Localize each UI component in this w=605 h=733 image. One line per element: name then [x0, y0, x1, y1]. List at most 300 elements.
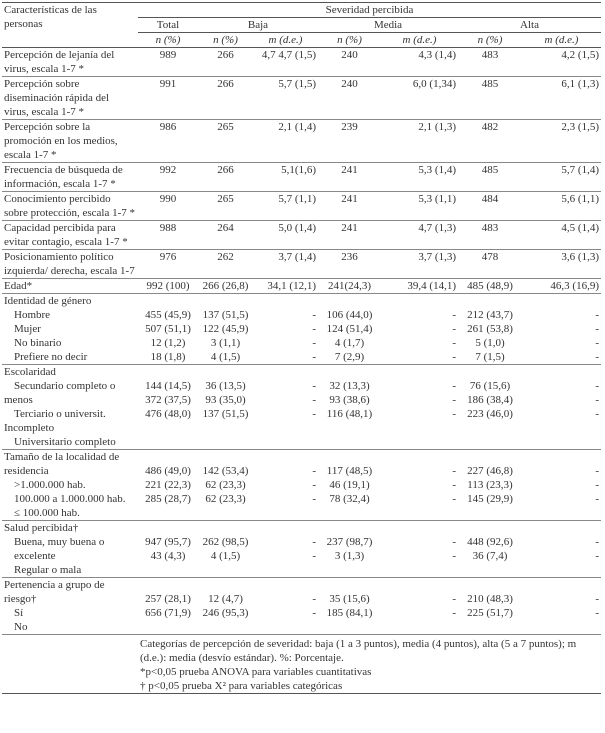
cell-alta-n: 210 (48,3) — [467, 593, 513, 605]
cell-media-n: 241 — [318, 163, 381, 192]
row-label: No — [14, 621, 28, 633]
cell-alta-n: 113 (23,3) — [467, 479, 513, 491]
footnote-2: *p<0,05 prueba ANOVA para variables cuantitativas — [140, 666, 372, 678]
cell-baja-m — [253, 421, 318, 435]
cell-alta-m: 6,1 (1,3) — [522, 77, 601, 120]
cell-baja-m: - — [312, 380, 316, 392]
row-label: Identidad de género — [2, 294, 138, 309]
table-row — [2, 521, 601, 536]
cell-total: 285 (28,7) — [145, 493, 191, 505]
cell-alta-n — [458, 421, 522, 435]
cell-media-m: - — [452, 380, 456, 392]
table-row — [2, 563, 601, 578]
cell-media-n: 7 (2,9) — [334, 351, 365, 363]
table-row — [2, 279, 601, 294]
footnote-spacer — [2, 665, 138, 679]
cell-total: 992 (100) — [138, 279, 198, 294]
cell-alta-m: - — [595, 607, 599, 619]
cell-baja-n: 62 (23,3) — [205, 493, 246, 505]
row-label: Universitario completo — [14, 436, 116, 448]
cell-baja-m — [253, 435, 318, 450]
cell-alta-m: - — [595, 593, 599, 605]
row-label: No binario — [14, 337, 62, 349]
row-label: residencia — [4, 465, 49, 477]
cell-media-m: - — [452, 607, 456, 619]
cell-media-n: 241(24,3) — [318, 279, 381, 294]
cell-alta-m: 5,6 (1,1) — [522, 192, 601, 221]
table-row — [2, 120, 601, 163]
cell-baja-n: 3 (1,1) — [210, 337, 241, 349]
cell-baja-n: 4 (1,5) — [210, 351, 241, 363]
cell-alta-n: 225 (51,7) — [467, 607, 513, 619]
footnote-spacer — [2, 679, 138, 694]
cell-media-n: 106 (44,0) — [326, 309, 373, 321]
cell-media-m: - — [452, 536, 456, 548]
subhead-n: n (%) — [318, 33, 381, 48]
row-label: Percepción sobre diseminación rápida del virus, escala 1-7 * — [2, 77, 138, 120]
cell-alta-m: 46,3 (16,9) — [522, 279, 601, 294]
cell-baja-m — [253, 620, 318, 635]
table-row — [2, 192, 601, 221]
corner-header: Características de las personas — [2, 3, 138, 33]
table-row — [2, 308, 601, 322]
cell-media-m: - — [452, 323, 456, 335]
cell-baja-n — [198, 578, 253, 593]
cell-media-n: 124 (51,4) — [326, 323, 373, 335]
cell-media-m — [381, 450, 458, 465]
cell-alta-m: 5,7 (1,4) — [522, 163, 601, 192]
cell-media-n: 241 — [318, 221, 381, 250]
table-row — [2, 77, 601, 120]
row-label: Sí — [14, 607, 24, 619]
cell-total: 372 (37,5) — [145, 394, 191, 406]
cell-alta-n: 76 (15,6) — [469, 380, 511, 392]
cell-media-m: 4,7 (1,3) — [381, 221, 458, 250]
cell-media-m: - — [452, 550, 456, 562]
cell-alta-n — [458, 506, 522, 521]
cell-media-m: 5,3 (1,4) — [381, 163, 458, 192]
cell-alta-n: 483 — [458, 48, 522, 77]
cell-media-m: 5,3 (1,1) — [381, 192, 458, 221]
table-row — [2, 350, 601, 365]
table-row — [2, 336, 601, 350]
subhead-n: n (%) — [458, 33, 522, 48]
cell-baja-n — [198, 506, 253, 521]
cell-alta-m: - — [595, 536, 599, 548]
cell-total — [138, 620, 198, 635]
cell-total: 992 — [138, 163, 198, 192]
row-label: Pertenencia a grupo de — [2, 578, 138, 593]
table-row — [2, 592, 601, 606]
row-label: Incompleto — [4, 422, 55, 434]
cell-media-m: 3,7 (1,3) — [381, 250, 458, 279]
cell-baja-m: 3,7 (1,4) — [253, 250, 318, 279]
cell-total: 976 — [138, 250, 198, 279]
cell-alta-n — [458, 365, 522, 380]
cell-media-m — [381, 521, 458, 536]
cell-total: 507 (51,1) — [145, 323, 191, 335]
cell-baja-m: - — [312, 337, 316, 349]
cell-total: 486 (49,0) — [145, 465, 191, 477]
cell-media-m: 4,3 (1,4) — [381, 48, 458, 77]
cell-alta-n: 485 — [458, 163, 522, 192]
cell-media-m — [381, 365, 458, 380]
cell-alta-n — [458, 450, 522, 465]
cell-baja-n: 265 — [198, 192, 253, 221]
cell-alta-n — [458, 578, 522, 593]
cell-alta-n: 227 (46,8) — [467, 465, 513, 477]
table-row — [2, 407, 601, 421]
cell-media-n: 46 (19,1) — [329, 479, 370, 491]
footnote-3: † p<0,05 prueba X² para variables categóricas — [138, 679, 601, 694]
table-row — [2, 421, 601, 435]
cell-alta-m — [522, 563, 601, 578]
cell-media-m: - — [452, 408, 456, 420]
cell-media-m — [381, 563, 458, 578]
cell-media-n — [318, 421, 381, 435]
table-row — [2, 435, 601, 450]
cell-total — [138, 435, 198, 450]
cell-alta-m: 4,5 (1,4) — [522, 221, 601, 250]
cell-total: 455 (45,9) — [145, 309, 191, 321]
cell-total — [138, 365, 198, 380]
cell-alta-n: 482 — [458, 120, 522, 163]
cell-baja-n: 93 (35,0) — [205, 394, 246, 406]
cell-media-n: 35 (15,6) — [329, 593, 370, 605]
cell-total: 221 (22,3) — [145, 479, 191, 491]
cell-total: 18 (1,8) — [150, 351, 186, 363]
cell-baja-m: 5,0 (1,4) — [253, 221, 318, 250]
cell-alta-n: 186 (38,4) — [467, 394, 513, 406]
table-row — [2, 365, 601, 380]
cell-media-m — [381, 578, 458, 593]
cell-media-n — [318, 435, 381, 450]
cell-media-m: 6,0 (1,34) — [381, 77, 458, 120]
cell-media-n: 236 — [318, 250, 381, 279]
cell-alta-n: 212 (43,7) — [467, 309, 513, 321]
cell-media-m: - — [452, 337, 456, 349]
cell-total: 991 — [138, 77, 198, 120]
cell-media-m — [381, 506, 458, 521]
table-row — [2, 478, 601, 492]
row-label: Salud percibida† — [2, 521, 138, 536]
cell-baja-n — [198, 521, 253, 536]
footnote-row — [2, 679, 601, 694]
cell-alta-n: 485 — [458, 77, 522, 120]
table-row — [2, 578, 601, 593]
cell-media-n: 93 (38,6) — [329, 394, 370, 406]
cell-alta-m — [522, 620, 601, 635]
cell-total — [138, 521, 198, 536]
cell-baja-m: 5,7 (1,1) — [253, 192, 318, 221]
cell-baja-n — [198, 620, 253, 635]
subhead-m: m (d.e.) — [522, 33, 601, 48]
cell-alta-n: 36 (7,4) — [472, 550, 508, 562]
row-label: riesgo† — [4, 593, 37, 605]
cell-total: 43 (4,3) — [150, 550, 186, 562]
cell-baja-n: 266 (26,8) — [198, 279, 253, 294]
cell-media-m — [381, 421, 458, 435]
cell-baja-n: 12 (4,7) — [208, 593, 243, 605]
table-row — [2, 48, 601, 77]
cell-total — [138, 421, 198, 435]
group-baja: Baja — [198, 18, 318, 33]
cell-baja-m: 5,1(1,6) — [253, 163, 318, 192]
cell-media-m — [381, 620, 458, 635]
cell-baja-m: 5,7 (1,5) — [253, 77, 318, 120]
cell-total — [138, 563, 198, 578]
row-label: Conocimiento percibido sobre protección, escala 1-7 * — [2, 192, 138, 221]
cell-baja-m: - — [312, 394, 316, 406]
cell-baja-n — [198, 365, 253, 380]
cell-media-n — [318, 620, 381, 635]
cell-alta-n — [458, 294, 522, 309]
cell-alta-n: 483 — [458, 221, 522, 250]
row-label: Posicionamiento político izquierda/ derecha, escala 1-7 — [2, 250, 138, 279]
cell-baja-n — [198, 294, 253, 309]
table-row — [2, 464, 601, 478]
cell-alta-n: 448 (92,6) — [467, 536, 513, 548]
cell-baja-m — [253, 563, 318, 578]
table-row — [2, 250, 601, 279]
cell-baja-m: 4,7 4,7 (1,5) — [253, 48, 318, 77]
cell-baja-m: 34,1 (12,1) — [253, 279, 318, 294]
cell-baja-n: 36 (13,5) — [205, 380, 246, 392]
table-row — [2, 322, 601, 336]
cell-baja-n: 4 (1,5) — [210, 550, 241, 562]
cell-media-n: 116 (48,1) — [326, 408, 373, 420]
cell-alta-m — [522, 435, 601, 450]
cell-alta-n: 5 (1,0) — [475, 337, 505, 349]
cell-alta-m: - — [595, 380, 599, 392]
cell-media-m — [381, 294, 458, 309]
cell-total: 257 (28,1) — [145, 593, 191, 605]
cell-alta-m: - — [595, 408, 599, 420]
cell-media-n: 237 (98,7) — [326, 536, 373, 548]
footnote-spacer — [2, 635, 138, 666]
table-row — [2, 535, 601, 549]
cell-baja-m — [253, 450, 318, 465]
cell-alta-m: - — [595, 465, 599, 477]
cell-baja-n: 266 — [198, 48, 253, 77]
cell-media-m: - — [452, 351, 456, 363]
row-label: Percepción de lejanía del virus, escala 1-7 * — [2, 48, 138, 77]
cell-alta-n — [458, 620, 522, 635]
subhead-m: m (d.e.) — [381, 33, 458, 48]
cell-alta-n — [458, 563, 522, 578]
cell-baja-m: - — [312, 408, 316, 420]
row-label: menos — [4, 394, 33, 406]
cell-media-m: - — [452, 479, 456, 491]
cell-baja-n: 264 — [198, 221, 253, 250]
row-label: Hombre — [14, 309, 51, 321]
cell-baja-m: - — [312, 479, 316, 491]
group-total: Total — [138, 18, 198, 33]
cell-alta-m: - — [595, 493, 599, 505]
subhead-n: n (%) — [138, 33, 198, 48]
cell-media-n: 117 (48,5) — [326, 465, 373, 477]
cell-media-n — [318, 450, 381, 465]
cell-media-m — [381, 435, 458, 450]
cell-total — [138, 294, 198, 309]
table-row — [2, 606, 601, 620]
cell-media-n — [318, 578, 381, 593]
cell-baja-m: - — [312, 465, 316, 477]
cell-alta-m — [522, 450, 601, 465]
row-label: Tamaño de la localidad de — [2, 450, 138, 465]
cell-alta-m: - — [595, 309, 599, 321]
table-row — [2, 379, 601, 393]
cell-alta-m: - — [595, 351, 599, 363]
cell-baja-n: 62 (23,3) — [205, 479, 246, 491]
cell-baja-m: - — [312, 351, 316, 363]
cell-baja-n: 137 (51,5) — [202, 309, 249, 321]
cell-alta-m: - — [595, 550, 599, 562]
cell-media-n — [318, 521, 381, 536]
cell-total: 990 — [138, 192, 198, 221]
cell-alta-n: 485 (48,9) — [458, 279, 522, 294]
cell-media-n: 240 — [318, 77, 381, 120]
cell-total: 988 — [138, 221, 198, 250]
table-row — [2, 450, 601, 465]
cell-baja-n — [198, 563, 253, 578]
cell-baja-m: - — [312, 493, 316, 505]
group-media: Media — [318, 18, 458, 33]
table-row — [2, 492, 601, 506]
cell-baja-m: - — [312, 536, 316, 548]
cell-media-n — [318, 294, 381, 309]
cell-alta-m: 4,2 (1,5) — [522, 48, 601, 77]
cell-total: 12 (1,2) — [150, 337, 186, 349]
cell-media-n: 4 (1,7) — [334, 337, 365, 349]
cell-baja-n: 246 (95,3) — [202, 607, 249, 619]
cell-alta-n: 223 (46,0) — [467, 408, 513, 420]
cell-baja-n — [198, 435, 253, 450]
row-label: Escolaridad — [2, 365, 138, 380]
cell-baja-n: 262 — [198, 250, 253, 279]
cell-alta-m: 3,6 (1,3) — [522, 250, 601, 279]
cell-baja-m: 2,1 (1,4) — [253, 120, 318, 163]
cell-baja-n: 265 — [198, 120, 253, 163]
cell-baja-n — [198, 450, 253, 465]
row-label: Edad* — [2, 279, 138, 294]
cell-media-m: - — [452, 593, 456, 605]
cell-total: 476 (48,0) — [145, 408, 191, 420]
cell-baja-n: 122 (45,9) — [202, 323, 249, 335]
cell-total — [138, 578, 198, 593]
cell-baja-n: 142 (53,4) — [202, 465, 249, 477]
row-label: excelente — [14, 550, 56, 562]
cell-baja-m — [253, 506, 318, 521]
footnote-1: Categorías de percepción de severidad: baja (1 a 3 puntos), media (4 puntos), alta (5 a 7 puntos); m (d.e.): media (desvío estándar). %: Porcentaje. — [138, 635, 601, 666]
cell-alta-m — [522, 294, 601, 309]
cell-baja-m — [253, 521, 318, 536]
cell-media-n — [318, 506, 381, 521]
cell-alta-m — [522, 365, 601, 380]
cell-alta-m: - — [595, 323, 599, 335]
cell-baja-m — [253, 578, 318, 593]
cell-media-n: 32 (13,3) — [329, 380, 370, 392]
severity-header: Severidad percibida — [138, 3, 601, 18]
row-label: 100.000 a 1.000.000 hab. — [14, 493, 126, 505]
cell-media-n: 241 — [318, 192, 381, 221]
cell-alta-m — [522, 506, 601, 521]
subhead-m: m (d.e.) — [253, 33, 318, 48]
table-row — [2, 393, 601, 407]
cell-alta-n: 261 (53,8) — [467, 323, 513, 335]
cell-media-n: 78 (32,4) — [329, 493, 370, 505]
row-label: >1.000.000 hab. — [14, 479, 86, 491]
row-label: Regular o mala — [14, 564, 82, 576]
cell-alta-n: 145 (29,9) — [467, 493, 513, 505]
cell-alta-m — [522, 421, 601, 435]
cell-media-m: 39,4 (14,1) — [381, 279, 458, 294]
cell-baja-m — [253, 365, 318, 380]
cell-alta-m — [522, 578, 601, 593]
row-label: Mujer — [14, 323, 41, 335]
cell-baja-m: - — [312, 309, 316, 321]
footnote-row — [2, 635, 601, 666]
cell-baja-m: - — [312, 593, 316, 605]
row-label: ≤ 100.000 hab. — [14, 507, 80, 519]
cell-alta-m — [522, 521, 601, 536]
cell-baja-n: 137 (51,5) — [202, 408, 249, 420]
cell-total: 144 (14,5) — [145, 380, 191, 392]
cell-baja-n: 266 — [198, 77, 253, 120]
cell-media-n: 239 — [318, 120, 381, 163]
table-row — [2, 549, 601, 563]
row-label: Capacidad percibida para evitar contagio, escala 1-7 * — [2, 221, 138, 250]
row-label: Percepción sobre la promoción en los medios, escala 1-7 * — [2, 120, 138, 163]
cell-alta-m: - — [595, 479, 599, 491]
row-label: Frecuencia de búsqueda de información, escala 1-7 * — [2, 163, 138, 192]
table-row — [2, 506, 601, 521]
cell-media-n — [318, 365, 381, 380]
cell-alta-m: 2,3 (1,5) — [522, 120, 601, 163]
cell-media-m: - — [452, 309, 456, 321]
cell-baja-m: - — [312, 550, 316, 562]
cell-baja-n: 262 (98,5) — [202, 536, 249, 548]
cell-media-n: 185 (84,1) — [326, 607, 373, 619]
cell-media-n — [318, 563, 381, 578]
table-row — [2, 221, 601, 250]
cell-alta-n — [458, 521, 522, 536]
row-label: Prefiere no decir — [14, 351, 88, 363]
cell-alta-n: 7 (1,5) — [475, 351, 505, 363]
cell-total: 656 (71,9) — [145, 607, 191, 619]
cell-total: 989 — [138, 48, 198, 77]
subhead-n: n (%) — [198, 33, 253, 48]
cell-alta-n: 478 — [458, 250, 522, 279]
cell-alta-m: - — [595, 337, 599, 349]
cell-media-n: 240 — [318, 48, 381, 77]
cell-total — [138, 506, 198, 521]
characteristics-table — [2, 2, 601, 694]
cell-media-m: - — [452, 394, 456, 406]
row-label: Buena, muy buena o — [14, 536, 105, 548]
cell-baja-m — [253, 294, 318, 309]
cell-baja-n — [198, 421, 253, 435]
cell-alta-n — [458, 435, 522, 450]
cell-media-n: 3 (1,3) — [334, 550, 365, 562]
footnote-row — [2, 665, 601, 679]
cell-media-m: - — [452, 465, 456, 477]
table-row — [2, 620, 601, 635]
cell-baja-m: - — [312, 607, 316, 619]
cell-media-m: 2,1 (1,3) — [381, 120, 458, 163]
cell-baja-n: 266 — [198, 163, 253, 192]
cell-baja-m: - — [312, 323, 316, 335]
